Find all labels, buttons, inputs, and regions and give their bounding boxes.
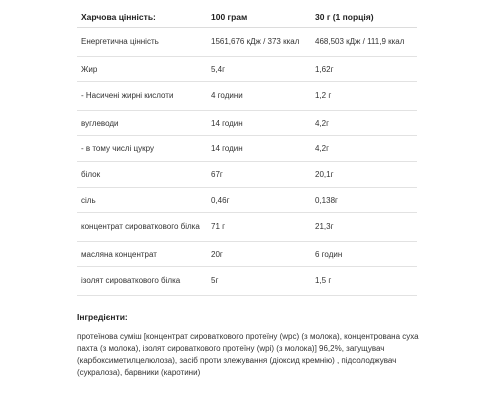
- value-per-serving: 468,503 кДж / 111,9 ккал: [311, 28, 417, 57]
- value-per-serving: 4,2г: [311, 136, 417, 162]
- nutrition-header-row: [77, 10, 417, 28]
- ingredients-section: [77, 311, 417, 379]
- header-per-serving: 30 г (1 порція): [311, 10, 417, 28]
- value-per-serving: 6 годин: [311, 241, 417, 267]
- value-per-serving: 1,2 г: [311, 82, 417, 111]
- value-per-serving: 0,138г: [311, 187, 417, 213]
- value-per-100g: 67г: [207, 161, 311, 187]
- value-per-100g: 14 годин: [207, 110, 311, 136]
- nutrient-name: сіль: [77, 187, 207, 213]
- table-row: [77, 110, 417, 136]
- table-row: [77, 136, 417, 162]
- value-per-100g: 0,46г: [207, 187, 311, 213]
- table-row: [77, 187, 417, 213]
- value-per-100g: 1561,676 кДж / 373 ккал: [207, 28, 311, 57]
- table-row: [77, 82, 417, 111]
- nutrient-name: - Насичені жирні кислоти: [77, 82, 207, 111]
- nutrient-name: концентрат сироваткового білка: [77, 213, 207, 242]
- nutrient-name: масляна концентрат: [77, 241, 207, 267]
- nutrient-name: вуглеводи: [77, 110, 207, 136]
- ingredients-title: Інгредієнти:: [77, 311, 128, 322]
- nutrient-name: - в тому числі цукру: [77, 136, 207, 162]
- value-per-serving: 4,2г: [311, 110, 417, 136]
- table-row: [77, 56, 417, 82]
- table-row: [77, 267, 417, 296]
- header-nutrition-value: Харчова цінність:: [77, 10, 207, 28]
- table-row: [77, 213, 417, 242]
- ingredients-text: протеїнова суміш [концентрат сироваткового протеїну (wpc) (з молока), концентрована суха пахта (з молока), ізолят сироваткового протеїну (wpi) (з молока)] 96,2%, загущувач (карбоксиметилцелюлоза), засіб проти злежування (діоксид кремнію) , підсолоджувач (сукралоза), барвники (каротини): [77, 331, 419, 377]
- table-row: [77, 161, 417, 187]
- value-per-100g: 71 г: [207, 213, 311, 242]
- nutrition-table: [77, 10, 417, 296]
- table-row: [77, 241, 417, 267]
- nutrient-name: Жир: [77, 56, 207, 82]
- value-per-serving: 1,5 г: [311, 267, 417, 296]
- table-row: [77, 28, 417, 57]
- value-per-100g: 14 годин: [207, 136, 311, 162]
- value-per-serving: 1,62г: [311, 56, 417, 82]
- value-per-serving: 20,1г: [311, 161, 417, 187]
- value-per-100g: 4 години: [207, 82, 311, 111]
- value-per-100g: 5,4г: [207, 56, 311, 82]
- value-per-serving: 21,3г: [311, 213, 417, 242]
- value-per-100g: 20г: [207, 241, 311, 267]
- nutrient-name: Енергетична цінність: [77, 28, 207, 57]
- nutrient-name: ізолят сироваткового білка: [77, 267, 207, 296]
- header-per-100g: 100 грам: [207, 10, 311, 28]
- value-per-100g: 5г: [207, 267, 311, 296]
- product-info: [77, 10, 417, 379]
- nutrient-name: білок: [77, 161, 207, 187]
- nutrition-rows: [77, 28, 417, 296]
